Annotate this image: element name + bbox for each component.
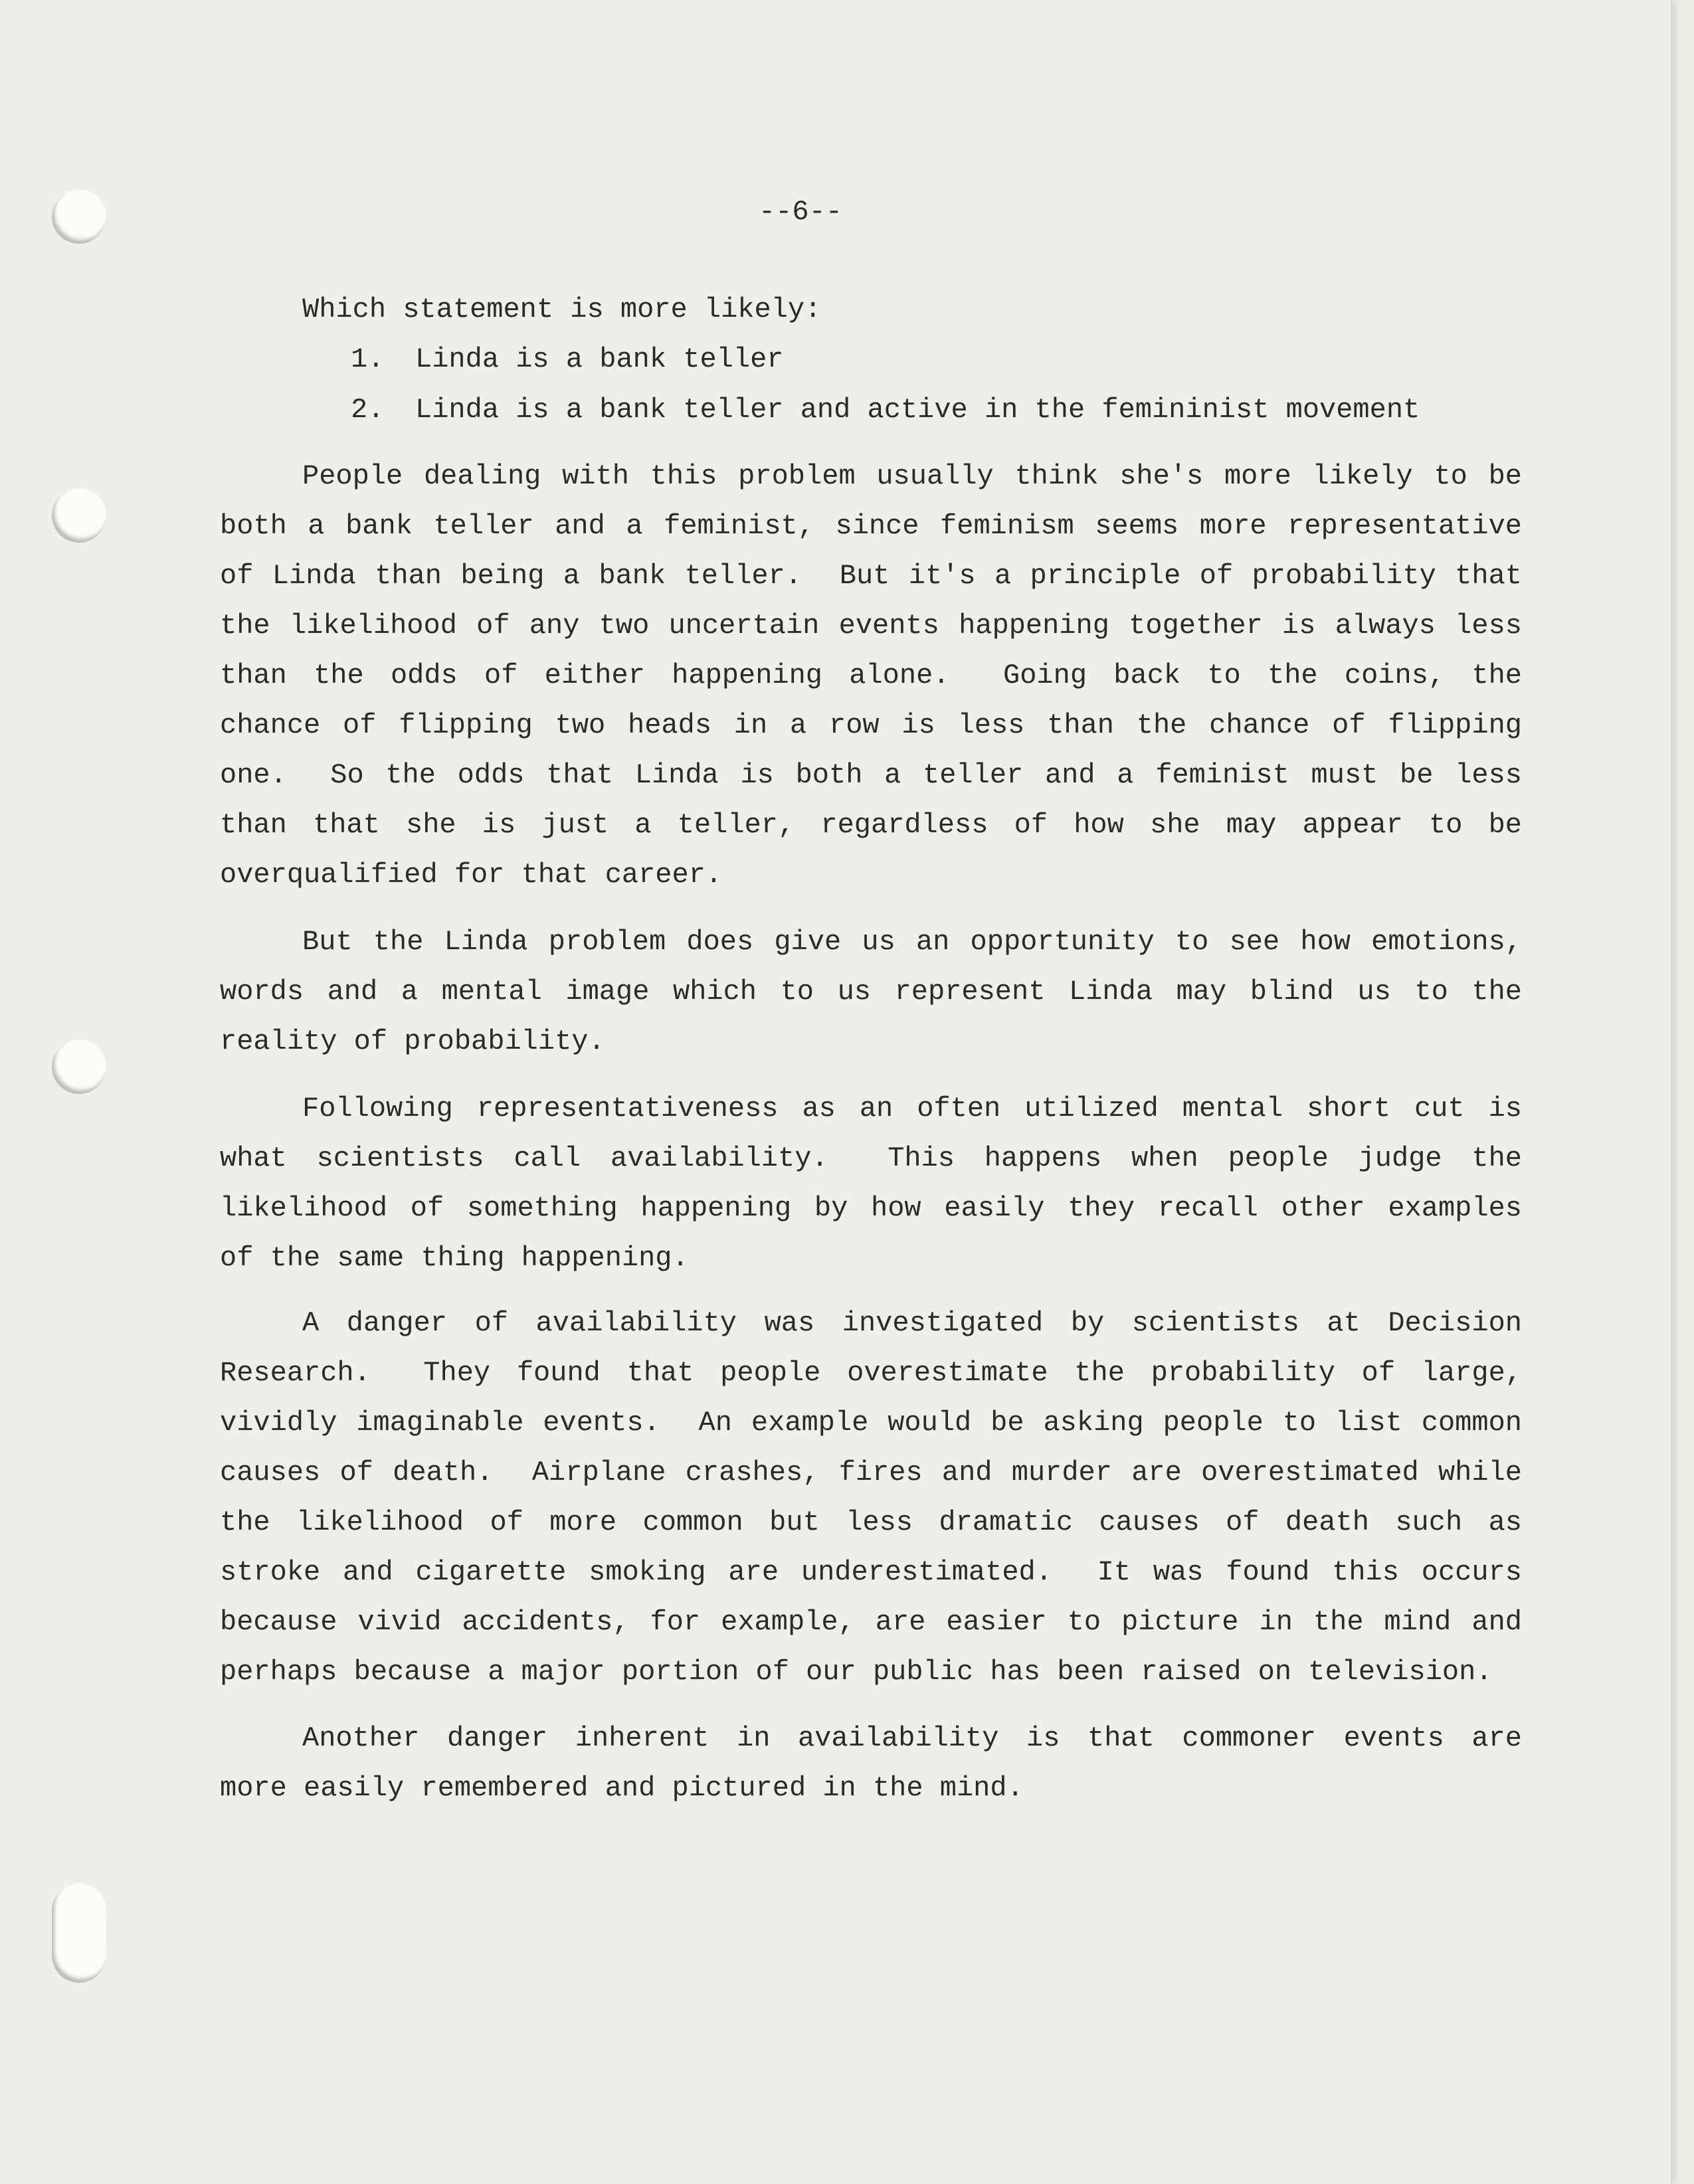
paragraph xyxy=(220,1714,1522,1813)
text-line: the likelihood of more common but less dramatic causes of death such as xyxy=(220,1506,1522,1538)
text-line: vividly imaginable events. An example would be asking people to list common xyxy=(220,1407,1522,1439)
page-number: --6-- xyxy=(758,196,843,228)
option-number: 1. xyxy=(351,343,385,375)
text-line: than that she is just a teller, regardless of how she may appear to be xyxy=(220,809,1522,841)
option-text: Linda is a bank teller and active in the femininist movement xyxy=(415,394,1420,426)
punch-hole xyxy=(52,488,106,543)
text-line: because vivid accidents, for example, are easier to picture in the mind and xyxy=(220,1606,1522,1638)
text-line: perhaps because a major portion of our public has been raised on television. xyxy=(220,1656,1493,1688)
punch-hole xyxy=(52,1883,106,1983)
text-line: likelihood of something happening by how easily they recall other examples xyxy=(220,1192,1522,1224)
text-line: one. So the odds that Linda is both a teller and a feminist must be less xyxy=(220,759,1522,791)
text-line: than the odds of either happening alone. Going back to the coins, the xyxy=(220,660,1522,691)
paragraph xyxy=(220,917,1522,1067)
text-line: People dealing with this problem usually think she's more likely to be xyxy=(302,460,1522,492)
paragraph xyxy=(220,1299,1522,1697)
text-line: what scientists call availability. This happens when people judge the xyxy=(220,1142,1522,1174)
option-text: Linda is a bank teller xyxy=(415,343,784,375)
text-line: overqualified for that career. xyxy=(220,859,723,891)
text-line: more easily remembered and pictured in the mind. xyxy=(220,1772,1024,1804)
text-line: Another danger inherent in availability is that commoner events are xyxy=(302,1722,1522,1754)
question: Which statement is more likely: xyxy=(302,294,822,325)
text-line: both a bank teller and a feminist, since feminism seems more representative xyxy=(220,510,1522,542)
text-line: causes of death. Airplane crashes, fires and murder are overestimated while xyxy=(220,1457,1522,1489)
option-number: 2. xyxy=(351,394,385,426)
text-line: stroke and cigarette smoking are underestimated. It was found this occurs xyxy=(220,1556,1522,1588)
text-line: Following representativeness as an often utilized mental short cut is xyxy=(302,1093,1522,1125)
text-line: the likelihood of any two uncertain events happening together is always less xyxy=(220,610,1522,642)
paragraph xyxy=(220,452,1522,900)
text-line: reality of probability. xyxy=(220,1026,605,1057)
text-line: words and a mental image which to us represent Linda may blind us to the xyxy=(220,976,1522,1008)
text-line: A danger of availability was investigated by scientists at Decision xyxy=(302,1307,1522,1339)
text-line: of Linda than being a bank teller. But it's a principle of probability that xyxy=(220,560,1522,592)
text-line: chance of flipping two heads in a row is less than the chance of flipping xyxy=(220,709,1522,741)
paragraph xyxy=(220,1084,1522,1283)
text-line: Research. They found that people overestimate the probability of large, xyxy=(220,1357,1522,1389)
punch-hole xyxy=(52,1040,106,1094)
text-line: of the same thing happening. xyxy=(220,1242,689,1274)
text-line: But the Linda problem does give us an opportunity to see how emotions, xyxy=(302,926,1522,958)
